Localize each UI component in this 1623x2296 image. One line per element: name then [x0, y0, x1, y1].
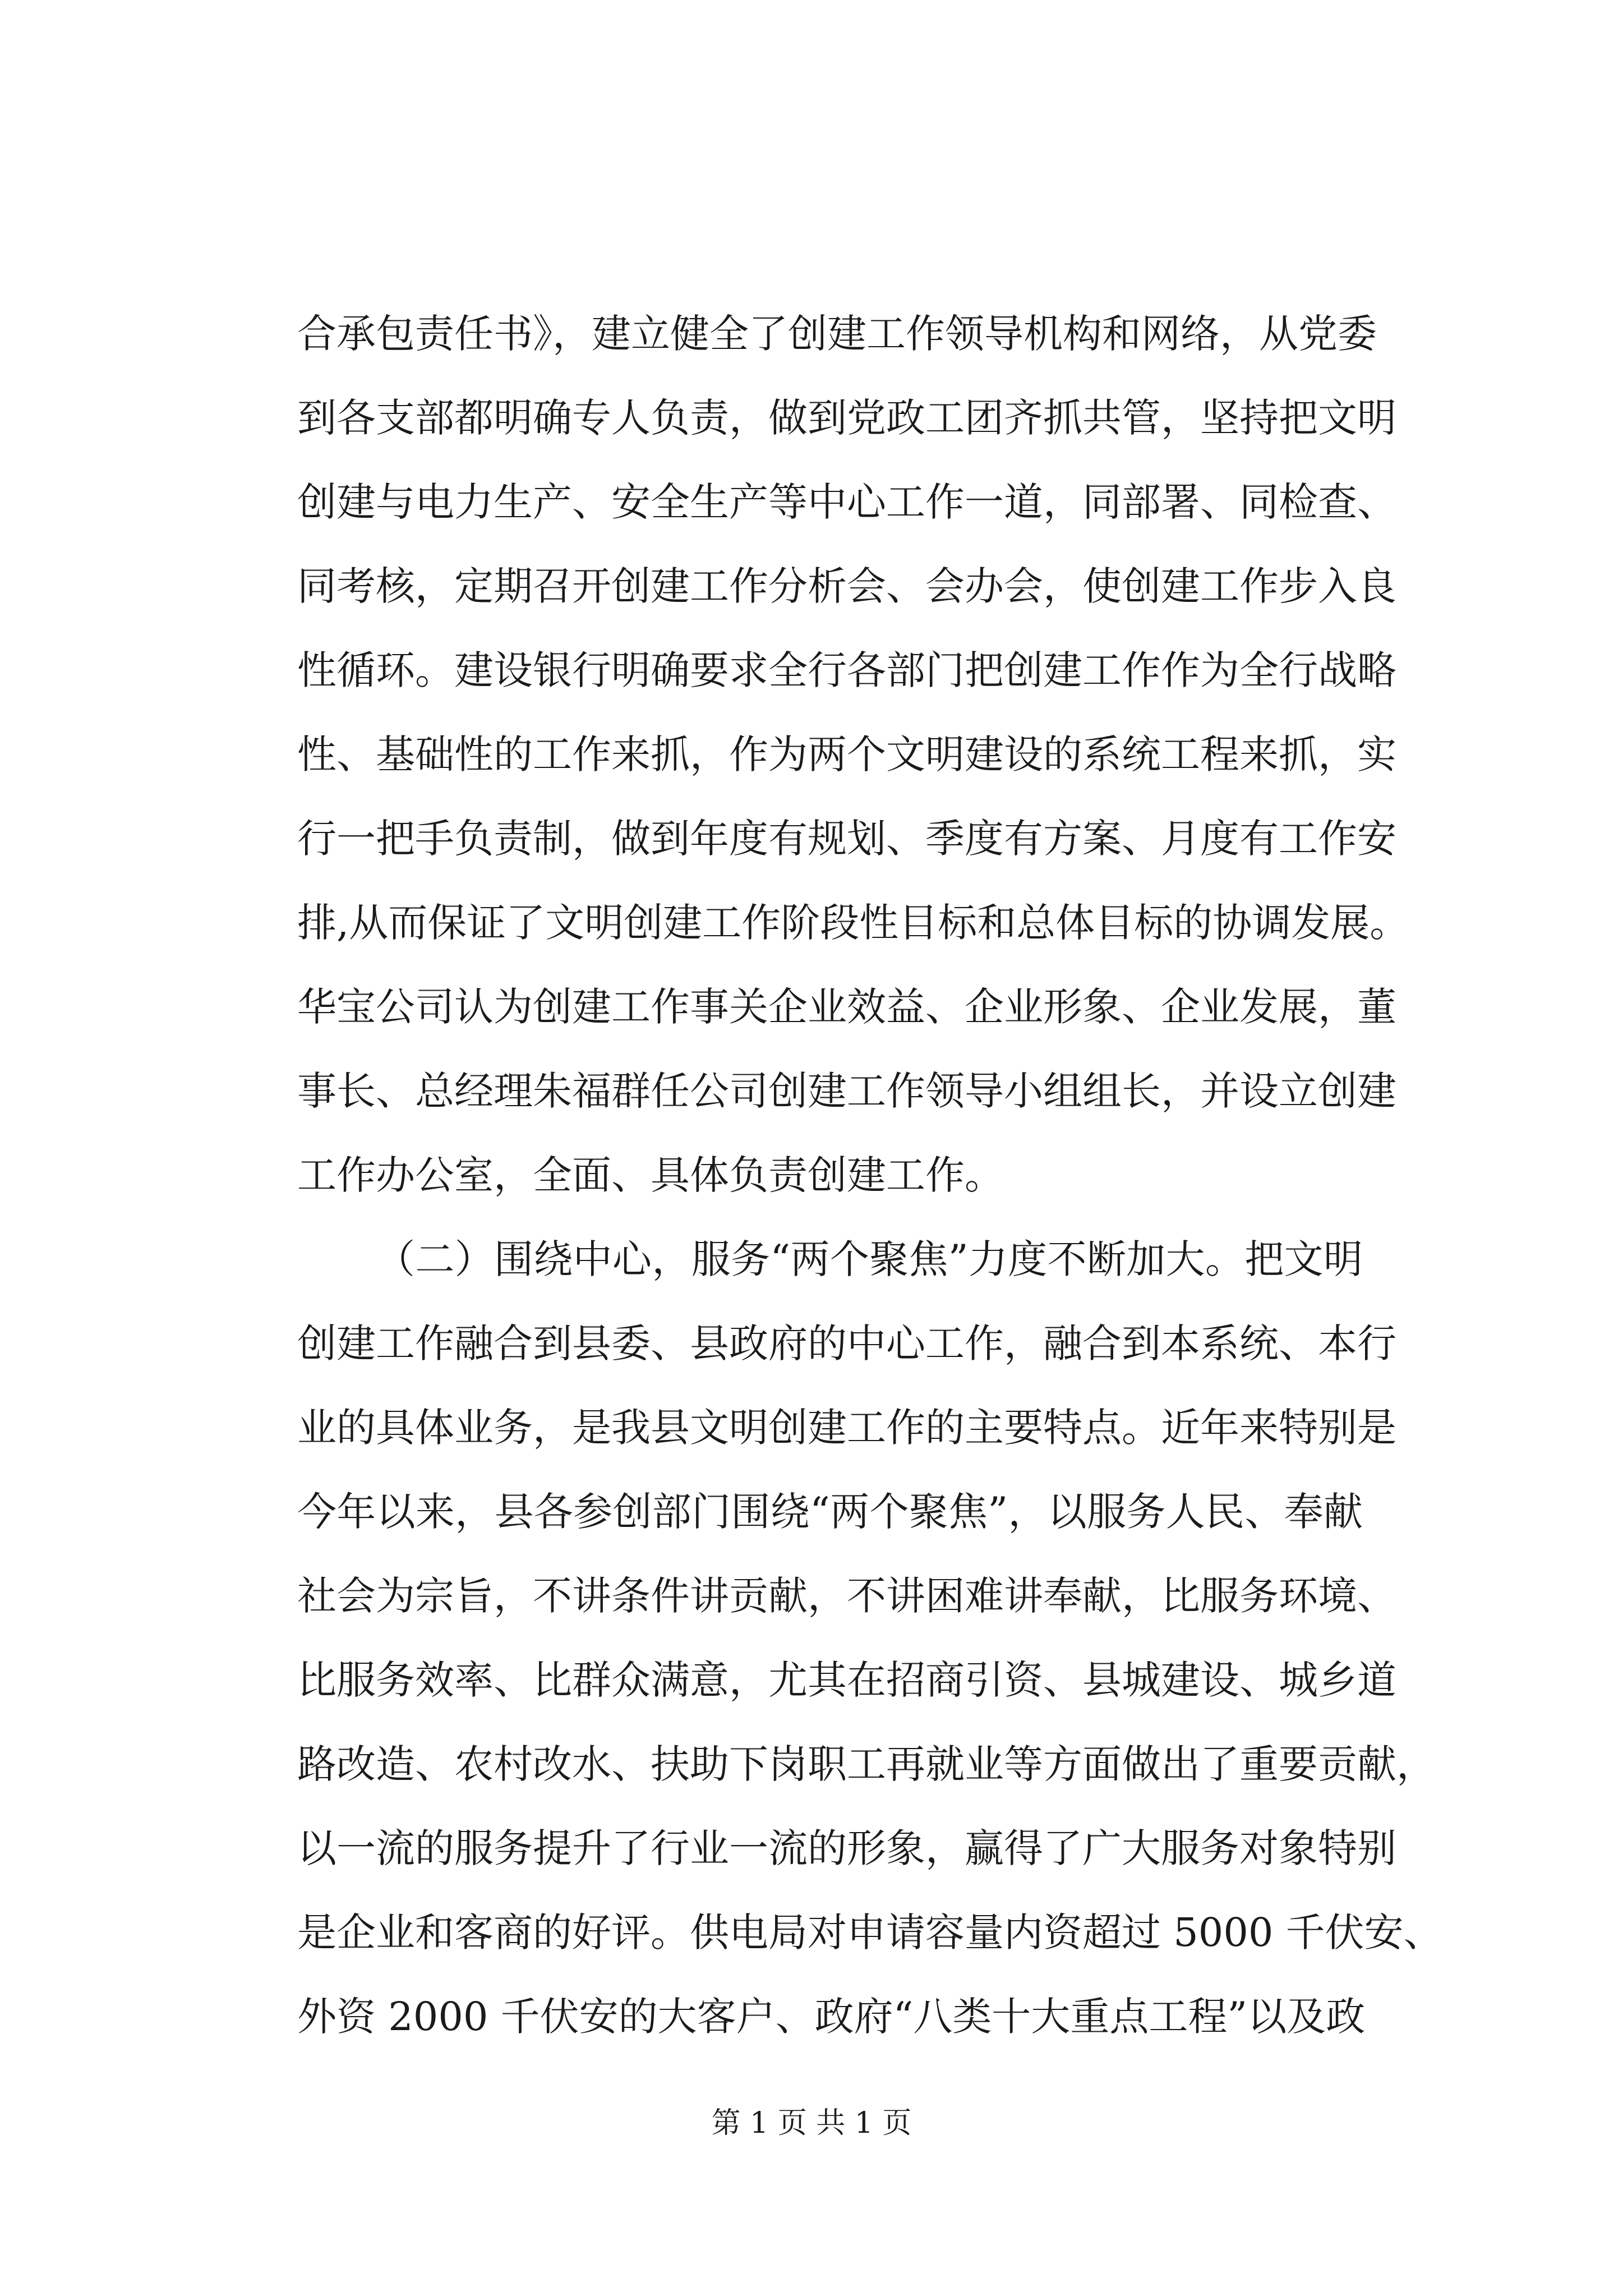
text-line: 业的具体业务，是我县文明创建工作的主要特点。近年来特别是	[297, 1405, 1396, 1451]
text-line: 同考核，定期召开创建工作分析会、会办会，使创建工作步入良	[297, 563, 1396, 609]
text-line: 以一流的服务提升了行业一流的形象，赢得了广大服务对象特别	[297, 1825, 1396, 1871]
text-line: 创建与电力生产、安全生产等中心工作一道，同部署、同检查、	[297, 479, 1396, 525]
text-line: 是企业和客商的好评。供电局对申请容量内资超过 5000 千伏安、	[297, 1910, 1443, 1955]
paragraph-start-line: （二）围绕中心，服务“两个聚焦”力度不断加大。把文明	[376, 1236, 1363, 1282]
page-footer	[0, 2104, 1623, 2143]
text-line: 性、基础性的工作来抓，作为两个文明建设的系统工程来抓，实	[297, 731, 1396, 777]
text-line: 性循环。建设银行明确要求全行各部门把创建工作作为全行战略	[297, 647, 1396, 693]
text-line: 外资 2000 千伏安的大客户、政府“八类十大重点工程”以及政	[297, 1994, 1366, 2040]
page-number-label: 第 1 页 共 1 页	[711, 2106, 912, 2140]
text-line: 社会为宗旨，不讲条件讲贡献，不讲困难讲奉献，比服务环境、	[297, 1573, 1396, 1619]
text-line: 行一把手负责制，做到年度有规划、季度有方案、月度有工作安	[297, 816, 1396, 862]
text-line: 今年以来，县各参创部门围绕“两个聚焦”，以服务人民、奉献	[297, 1489, 1363, 1535]
text-line: 比服务效率、比群众满意，尤其在招商引资、县城建设、城乡道	[297, 1657, 1396, 1703]
text-line: 工作办公室，全面、具体负责创建工作。	[297, 1152, 1004, 1198]
text-line: 华宝公司认为创建工作事关企业效益、企业形象、企业发展，董	[297, 984, 1396, 1030]
text-line: 路改造、农村改水、扶助下岗职工再就业等方面做出了重要贡献，	[297, 1741, 1436, 1787]
text-line: 创建工作融合到县委、县政府的中心工作，融合到本系统、本行	[297, 1320, 1396, 1366]
text-line: 事长、总经理朱福群任公司创建工作领导小组组长，并设立创建	[297, 1068, 1396, 1114]
document-body	[297, 292, 1443, 2059]
text-line: 到各支部都明确专人负责，做到党政工团齐抓共管，坚持把文明	[297, 395, 1396, 441]
text-line: 合承包责任书》，建立健全了创建工作领导机构和网络，从党委	[297, 311, 1377, 357]
text-line: 排,从而保证了文明创建工作阶段性目标和总体目标的协调发展。	[297, 900, 1409, 946]
